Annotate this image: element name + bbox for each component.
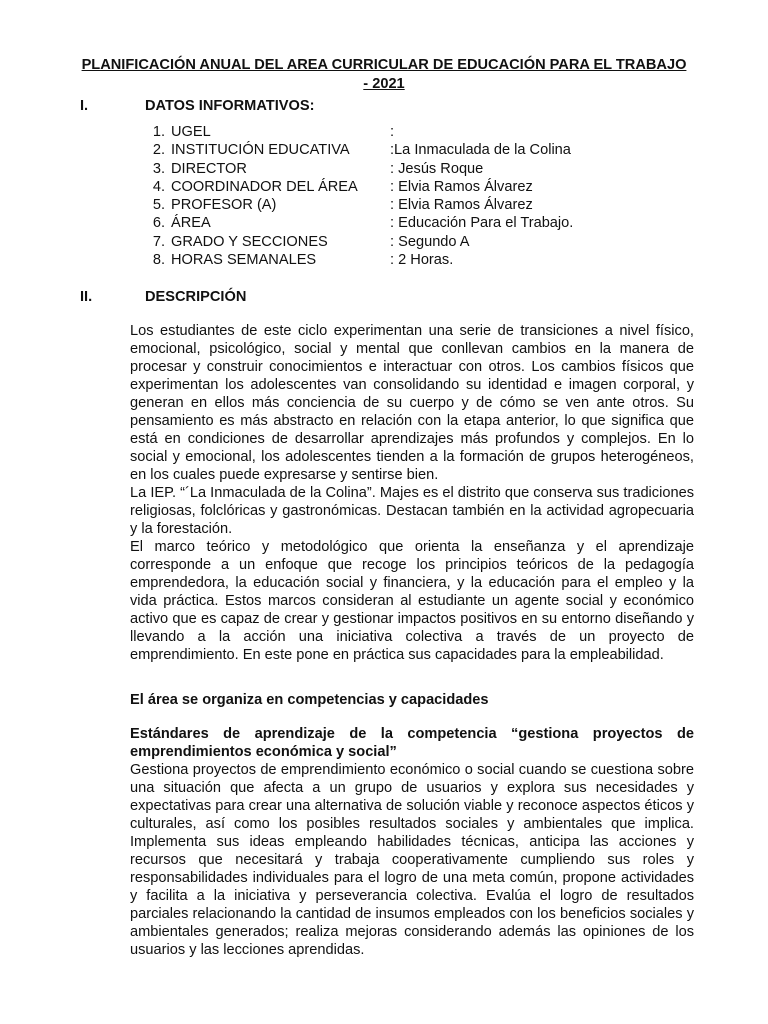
- info-value: :La Inmaculada de la Colina: [390, 142, 571, 159]
- info-row: [145, 178, 665, 196]
- description-body: [130, 322, 694, 664]
- info-row: [145, 233, 665, 251]
- info-number: 6.: [152, 215, 165, 232]
- section-title: DESCRIPCIÓN: [145, 289, 247, 305]
- info-label: GRADO Y SECCIONES: [171, 233, 328, 250]
- estandares-heading: Estándares de aprendizaje de la competencia “gestiona proyectos de emprendimientos económica y social”: [130, 726, 694, 760]
- info-label: COORDINADOR DEL ÁREA: [171, 178, 358, 195]
- info-value: :: [390, 124, 395, 140]
- info-number: 5.: [152, 197, 165, 214]
- info-row: [145, 196, 665, 214]
- info-number: 4.: [152, 178, 165, 195]
- info-row: [145, 123, 665, 141]
- section-heading-descripcion: [0, 288, 768, 307]
- info-label: PROFESOR (A): [171, 197, 277, 214]
- info-label: DIRECTOR: [171, 160, 247, 177]
- info-value: : 2 Horas.: [390, 252, 454, 269]
- info-value: : Elvia Ramos Álvarez: [390, 178, 533, 195]
- info-number: 8.: [152, 252, 165, 269]
- info-list: [145, 123, 665, 269]
- info-number: 3.: [152, 160, 165, 177]
- section-number: I.: [80, 98, 89, 114]
- info-row: [145, 214, 665, 232]
- info-label: UGEL: [171, 124, 211, 140]
- section-number: II.: [80, 289, 93, 305]
- info-row: [145, 160, 665, 178]
- info-row: [145, 251, 665, 269]
- document-title: PLANIFICACIÓN ANUAL DEL AREA CURRICULAR DE EDUCACIÓN PARA EL TRABAJO - 2021: [81, 57, 687, 92]
- info-row: [145, 141, 665, 159]
- info-value: : Elvia Ramos Álvarez: [390, 197, 533, 214]
- competencias-heading: El área se organiza en competencias y capacidades: [130, 692, 489, 708]
- info-label: HORAS SEMANALES: [171, 252, 317, 269]
- info-value: : Jesús Roque: [390, 160, 484, 177]
- info-number: 2.: [152, 142, 165, 159]
- info-number: 7.: [152, 233, 165, 250]
- info-number: 1.: [152, 124, 165, 140]
- description-paragraph: Los estudiantes de este ciclo experimentan una serie de transiciones a nivel físico, emocional, psicológico, social y mental que conllevan cambios en la manera de procesar y construir conocimientos e interactuar con otros. Los cambios físicos que experimentan los adolescentes van consolidando su identidad e imagen corporal, y generan en ellos más conciencia de su cuerpo y de cómo se ven ante otros. Su pensamiento es más abstracto en relación con la etapa anterior, lo que significa que está en condiciones de desarrollar aprendizajes más profundos y complejos. En lo social y emocional, los adolescentes tienden a la formación de grupos heterogéneos, en los cuales puede expresarse y sentirse bien.: [130, 323, 694, 483]
- description-paragraph: El marco teórico y metodológico que orienta la enseñanza y el aprendizaje corresponde a un enfoque que recoge los principios teóricos de la pedagogía emprendedora, la educación social y financiera, y la educación para el empleo y la vida práctica. Estos marcos consideran al estudiante un agente social y económico activo que es capaz de crear y gestionar impactos positivos en su entorno diseñando y llevando a la acción una iniciativa colectiva a través de un proyecto de emprendimiento. En este pone en práctica sus capacidades para la empleabilidad.: [130, 539, 694, 663]
- info-value: : Educación Para el Trabajo.: [390, 215, 574, 232]
- info-label: INSTITUCIÓN EDUCATIVA: [171, 142, 350, 159]
- info-value: : Segundo A: [390, 233, 470, 250]
- section-heading-datos: [0, 97, 768, 116]
- section-title: DATOS INFORMATIVOS:: [145, 98, 315, 114]
- estandares-block: [130, 725, 694, 959]
- description-paragraph: La IEP. “´La Inmaculada de la Colina”. Majes es el distrito que conserva sus tradiciones religiosas, folclóricas y gastronómicas. Destacan también en la actividad agropecuaria y la forestación.: [130, 485, 694, 537]
- estandares-paragraph: Gestiona proyectos de emprendimiento económico o social cuando se cuestiona sobre una situación que afecta a un grupo de usuarios y explora sus necesidades y expectativas para crear una alternativa de solución viable y reconoce aspectos éticos y culturales, así como los posibles resultados sociales y ambientales que implica. Implementa sus ideas empleando habilidades técnicas, anticipa las acciones y recursos que necesitará y trabaja cooperativamente cumpliendo sus roles y responsabilidades individuales para el logro de una meta común, propone actividades y facilita a la iniciativa y perseverancia colectiva. Evalúa el logro de resultados parciales relacionando la cantidad de insumos empleados con los beneficios sociales y ambientales generados; realiza mejoras considerando además las opiniones de los usuarios y las lecciones aprendidas.: [130, 762, 694, 958]
- info-label: ÁREA: [171, 215, 211, 232]
